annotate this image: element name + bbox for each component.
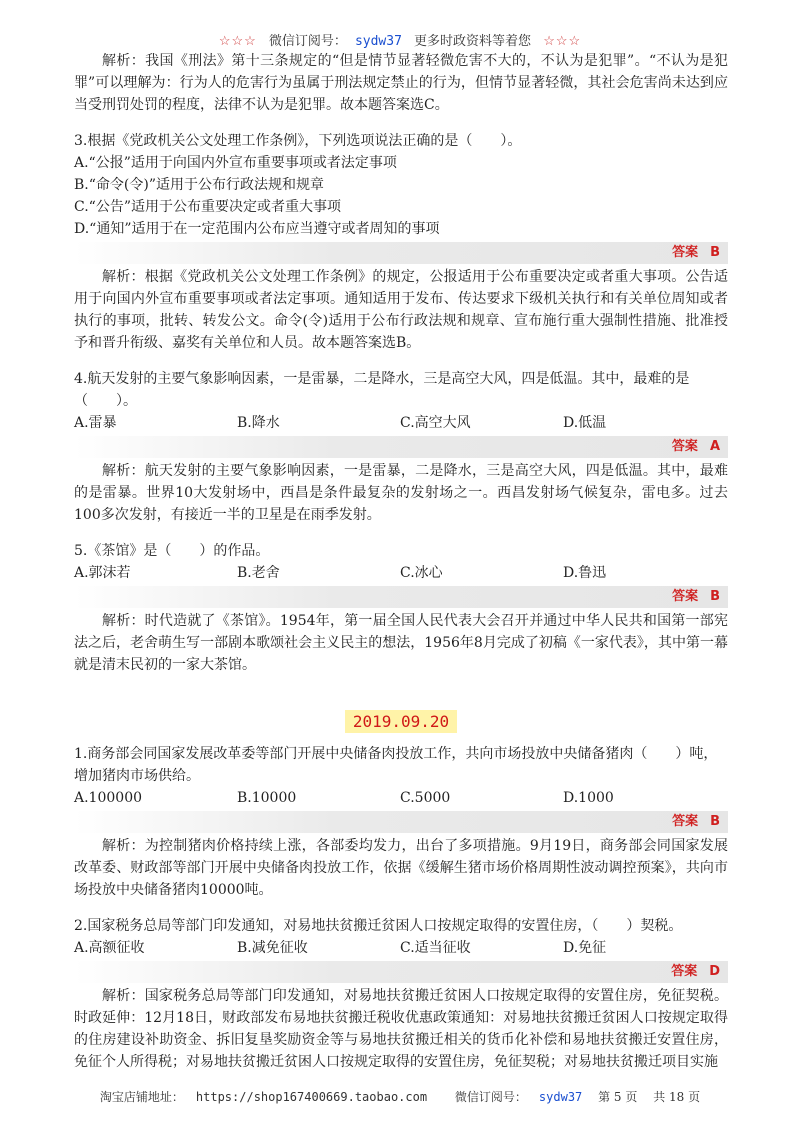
explanation: 解析：根据《党政机关公文处理工作条例》的规定，公报适用于公布重要决定或者重大事项。公告适用于向国内外宣布重要事项或者法定事项。通知适用于发布、传达要求下级机关执行和有关单位周知或者执行的事项，批转、转发公文。命令(令)适用于公布行政法规和规章、宣布施行重大强制性措施、批准授予和晋升衔级、嘉奖有关单位和人员。故本题答案选B。: [74, 269, 728, 351]
answer-value: B: [710, 245, 720, 260]
question-stem: 1.商务部会同国家发展改革委等部门开展中央储备肉投放工作，共向市场投放中央储备猪肉（ ）吨，增加猪肉市场供给。: [74, 746, 718, 784]
option-d: D.1000: [563, 790, 614, 806]
option-d: D.“通知”适用于在一定范围内公布应当遵守或者周知的事项: [74, 221, 440, 237]
explanation: 解析：为控制猪肉价格持续上涨，各部委均发力，出台了多项措施。9月19日，商务部会同国家发展改革委、财政部等部门开展中央储备肉投放工作，依据《缓解生猪市场价格周期性波动调控预案》，共向市场投放中央储备猪肉10000吨。: [74, 838, 728, 898]
answer-label: 答案: [672, 589, 699, 604]
question-block: [74, 743, 728, 901]
option-b: B.降水: [237, 415, 280, 431]
options-row: [74, 562, 728, 584]
option-d: D.低温: [563, 415, 607, 431]
options-row: [74, 937, 728, 959]
answer-value: D: [709, 964, 720, 979]
header-slogan: 更多时政资料等着您: [414, 34, 532, 49]
page-header: [0, 30, 800, 49]
option-d: D.免征: [563, 940, 607, 956]
footer-wechat-label: 微信订阅号：: [454, 1090, 527, 1104]
question-block: [74, 130, 728, 354]
option-a: A.雷暴: [74, 415, 117, 431]
page-footer: [0, 1088, 800, 1105]
answer-label: 答案: [672, 245, 699, 260]
answer-bar: [74, 811, 728, 833]
date-heading: 2019.09.20: [345, 710, 457, 733]
explanation: 解析：时代造就了《茶馆》。1954年，第一届全国人民代表大会召开并通过中华人民共和国第一部宪法之后，老舍萌生写一部剧本歌颂社会主义民主的想法，1956年8月完成了初稿《一家代表》，其中第一幕就是清末民初的一家大茶馆。: [74, 613, 728, 673]
question-stem: 4.航天发射的主要气象影响因素，一是雷暴，二是降水，三是高空大风，四是低温。其中，最难的是（ ）。: [74, 371, 690, 409]
intro-explanation: 解析：我国《刑法》第十三条规定的“但是情节显著轻微危害不大的，不认为是犯罪”。“不认为是犯罪”可以理解为：行为人的危害行为虽属于刑法规定禁止的行为，但情节显著轻微，其社会危害尚未达到应当受刑罚处罚的程度，法律不认为是犯罪。故本题答案选C。: [74, 53, 728, 113]
option-c: C.适当征收: [400, 940, 471, 956]
explanation: 解析：国家税务总局等部门印发通知，对易地扶贫搬迁贫困人口按规定取得的安置住房，免征契税。时政延伸：12月18日，财政部发布易地扶贫搬迁税收优惠政策通知：对易地扶贫搬迁贫困人口按规定取得的住房建设补助资金、拆旧复垦奖励资金等与易地扶贫搬迁相关的货币化补偿和易地扶贫搬迁安置住房，免征个人所得税；对易地扶贫搬迁贫困人口按规定取得的安置住房，免征契税；对易地扶贫搬迁项目实施: [74, 988, 728, 1070]
answer-value: B: [710, 589, 720, 604]
option-c: C.5000: [400, 790, 451, 806]
answer-bar: [74, 436, 728, 458]
question-block: [74, 540, 728, 676]
answer-bar: [74, 586, 728, 608]
option-a: A.100000: [74, 790, 143, 806]
answer-bar: [74, 961, 728, 983]
option-a: A.郭沫若: [74, 565, 131, 581]
option-b: B.老舍: [237, 565, 280, 581]
shop-link[interactable]: https://shop167400669.taobao.com: [195, 1090, 428, 1104]
explanation: 解析：航天发射的主要气象影响因素，一是雷暴，二是降水，三是高空大风，四是低温。其中，最难的是雷暴。世界10大发射场中，西昌是条件最复杂的发射场之一。西昌发射场气候复杂，雷电多。过去100多次发射，有接近一半的卫星是在雨季发射。: [74, 463, 728, 523]
option-a: A.高额征收: [74, 940, 145, 956]
footer-wechat-account: sydw37: [538, 1090, 583, 1104]
page-total: 共 18 页: [653, 1090, 701, 1104]
option-c: C.“公告”适用于公布重要决定或者重大事项: [74, 199, 341, 215]
answer-label: 答案: [671, 439, 698, 454]
stars-decoration-left: ☆☆☆: [218, 34, 257, 49]
wechat-label: 微信订阅号：: [268, 34, 347, 49]
answer-label: 答案: [672, 814, 699, 829]
shop-label: 淘宝店铺地址：: [99, 1090, 184, 1104]
option-c: C.高空大风: [400, 415, 471, 431]
answer-bar: [74, 242, 728, 264]
options-row: [74, 412, 728, 434]
page-number: 第 5 页: [598, 1090, 638, 1104]
answer-value: B: [710, 814, 720, 829]
wechat-account: sydw37: [354, 34, 402, 49]
question-stem: 5.《茶馆》是（ ）的作品。: [74, 543, 270, 559]
answer-label: 答案: [671, 964, 698, 979]
stars-decoration-right: ☆☆☆: [543, 34, 582, 49]
question-block: [74, 915, 728, 1073]
option-b: B.10000: [237, 790, 297, 806]
question-stem: 3.根据《党政机关公文处理工作条例》，下列选项说法正确的是（ ）。: [74, 133, 522, 149]
options-row: [74, 787, 728, 809]
option-b: B.减免征收: [237, 940, 308, 956]
document-body: [74, 50, 728, 1073]
answer-value: A: [709, 439, 720, 454]
option-a: A.“公报”适用于向国内外宣布重要事项或者法定事项: [74, 155, 397, 171]
option-c: C.冰心: [400, 565, 443, 581]
question-stem: 2.国家税务总局等部门印发通知，对易地扶贫搬迁贫困人口按规定取得的安置住房，（ ）契税。: [74, 918, 683, 934]
option-d: D.鲁迅: [563, 565, 607, 581]
question-block: [74, 368, 728, 526]
option-b: B.“命令(令)”适用于公布行政法规和规章: [74, 177, 324, 193]
date-heading-wrap: [74, 710, 728, 733]
